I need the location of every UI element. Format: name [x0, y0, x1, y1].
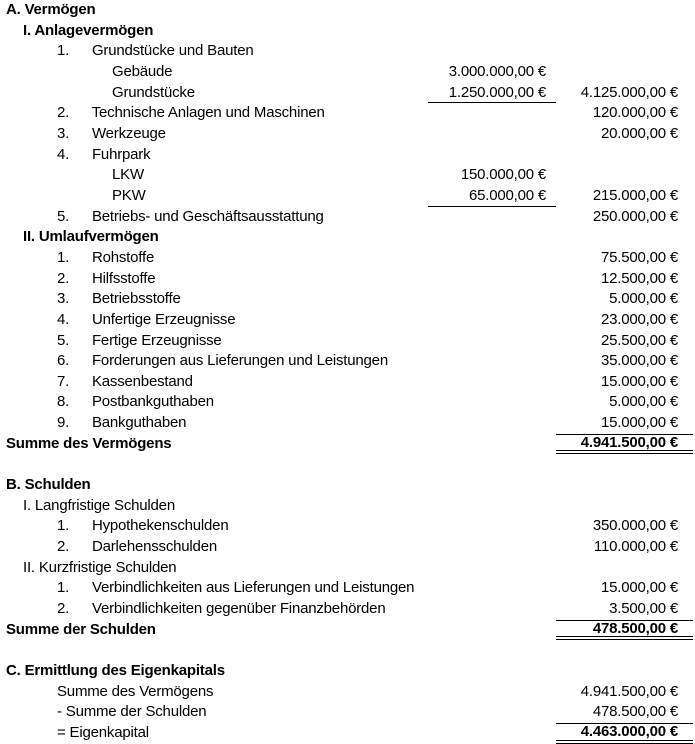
table-row	[0, 702, 695, 723]
row-amount-column1	[428, 682, 556, 703]
table-row	[0, 248, 695, 269]
row-label	[0, 351, 428, 372]
row-amount-column2: 75.500,00 €	[600, 248, 678, 266]
row-amount-column1	[428, 289, 556, 310]
table-row	[0, 578, 695, 599]
row-label	[0, 516, 428, 537]
row-number: 1.	[57, 579, 70, 597]
row-number: 6.	[57, 352, 70, 370]
row-label	[0, 0, 428, 21]
row-label	[0, 599, 428, 620]
row-amount-column1: 1.250.000,00 €	[428, 83, 556, 104]
row-label	[0, 145, 428, 166]
row-label	[0, 372, 428, 393]
table-row	[0, 331, 695, 352]
table-row	[0, 289, 695, 310]
table-row	[0, 516, 695, 537]
row-label-text: Verbindlichkeiten aus Lieferungen und Leistungen	[91, 579, 415, 597]
row-label	[0, 124, 428, 145]
row-amount-column2: 5.000,00 €	[609, 393, 678, 411]
row-amount-column1	[428, 0, 556, 21]
row-number: 4.	[57, 145, 70, 163]
table-row	[0, 83, 695, 104]
row-amount-column1	[428, 41, 556, 62]
row-number: 1.	[57, 517, 70, 535]
table-row	[0, 496, 695, 517]
row-label	[0, 454, 428, 475]
row-label	[0, 103, 428, 124]
table-row	[0, 723, 695, 744]
row-number: 1.	[57, 42, 70, 60]
row-amount-column2: 4.463.000,00 €	[556, 723, 693, 744]
row-amount-column2: 15.000,00 €	[600, 372, 678, 390]
row-label	[0, 62, 428, 83]
row-amount-column1	[428, 454, 556, 475]
row-amount-column2	[556, 496, 693, 517]
row-label	[0, 537, 428, 558]
row-label	[0, 434, 428, 455]
row-label	[0, 640, 428, 661]
row-amount-column1: 65.000,00 €	[428, 186, 556, 207]
table-row	[0, 145, 695, 166]
row-amount-column1	[428, 599, 556, 620]
row-label-text: Betriebsstoffe	[91, 290, 181, 308]
row-label-text: LKW	[112, 166, 144, 184]
table-row	[0, 620, 695, 641]
row-label-text: Verbindlichkeiten gegenüber Finanzbehörden	[91, 600, 386, 618]
row-amount-column2	[556, 454, 693, 475]
row-number: 7.	[57, 372, 70, 390]
table-row	[0, 392, 695, 413]
row-number: 9.	[57, 414, 70, 432]
row-amount-column1	[428, 702, 556, 723]
row-number: 2.	[57, 600, 70, 618]
row-amount-column2: 12.500,00 €	[600, 269, 678, 287]
row-amount-column2	[556, 640, 693, 661]
row-label-text: B. Schulden	[6, 476, 91, 494]
row-amount-column2: 120.000,00 €	[592, 104, 678, 122]
row-amount-column2: 4.941.500,00 €	[556, 434, 693, 455]
row-amount-column1	[428, 248, 556, 269]
row-label	[0, 702, 428, 723]
row-amount-column1	[428, 537, 556, 558]
table-row	[0, 413, 695, 434]
row-amount-column2: 15.000,00 €	[600, 579, 678, 597]
row-label	[0, 269, 428, 290]
row-amount-column1	[428, 124, 556, 145]
row-amount-column2: 478.500,00 €	[592, 703, 678, 721]
table-row	[0, 0, 695, 21]
row-label	[0, 248, 428, 269]
row-label-text: Rohstoffe	[91, 248, 155, 266]
table-row	[0, 41, 695, 62]
row-amount-column1	[428, 516, 556, 537]
row-number: 5.	[57, 207, 70, 225]
row-amount-column1	[428, 723, 556, 744]
row-amount-column1	[428, 103, 556, 124]
table-row	[0, 269, 695, 290]
row-amount-column2	[556, 661, 693, 682]
row-amount-column2: 15.000,00 €	[600, 414, 678, 432]
row-amount-column2	[556, 165, 693, 186]
row-amount-column2: 4.125.000,00 €	[580, 83, 678, 101]
row-label-text: II. Umlaufvermögen	[23, 228, 159, 246]
table-row	[0, 682, 695, 703]
row-label	[0, 41, 428, 62]
table-row	[0, 661, 695, 682]
row-amount-column2: 350.000,00 €	[592, 517, 678, 535]
row-amount-column1	[428, 269, 556, 290]
row-label-text: Werkzeuge	[91, 124, 166, 142]
row-label	[0, 207, 428, 228]
row-amount-column2	[556, 21, 693, 42]
row-label	[0, 578, 428, 599]
row-label-text: Unfertige Erzeugnisse	[91, 310, 236, 328]
row-label	[0, 186, 428, 207]
row-label-text: Summe des Vermögens	[57, 682, 214, 700]
row-amount-column1	[428, 227, 556, 248]
row-label	[0, 661, 428, 682]
row-number: 2.	[57, 104, 70, 122]
row-label	[0, 413, 428, 434]
table-row	[0, 434, 695, 455]
row-label	[0, 21, 428, 42]
row-amount-column2: 35.000,00 €	[600, 352, 678, 370]
table-row	[0, 103, 695, 124]
row-label-text: Summe des Vermögens	[6, 434, 172, 452]
row-amount-column2: 23.000,00 €	[600, 310, 678, 328]
row-amount-column1	[428, 21, 556, 42]
row-amount-column2: 478.500,00 €	[556, 620, 693, 641]
row-number: 4.	[57, 310, 70, 328]
table-row	[0, 62, 695, 83]
row-label-text: A. Vermögen	[6, 1, 96, 18]
row-number: 5.	[57, 331, 70, 349]
row-label	[0, 165, 428, 186]
row-label-text: Grundstücke	[112, 83, 195, 101]
row-amount-column2: 4.941.500,00 €	[580, 682, 678, 700]
row-label-text: Fertige Erzeugnisse	[91, 331, 222, 349]
row-label	[0, 289, 428, 310]
row-label-text: Betriebs- und Geschäftsausstattung	[91, 207, 324, 225]
row-amount-column1	[428, 475, 556, 496]
spacer-row	[0, 454, 695, 475]
table-row	[0, 310, 695, 331]
row-amount-column2	[556, 62, 693, 83]
table-row	[0, 537, 695, 558]
row-label-text: C. Ermittlung des Eigenkapitals	[6, 662, 225, 679]
table-row	[0, 207, 695, 228]
row-label	[0, 310, 428, 331]
row-amount-column2	[556, 0, 693, 21]
table-row	[0, 227, 695, 248]
row-amount-column1	[428, 661, 556, 682]
row-amount-column2: 20.000,00 €	[600, 124, 678, 142]
row-label	[0, 227, 428, 248]
row-amount-column1: 3.000.000,00 €	[448, 62, 546, 80]
row-label	[0, 682, 428, 703]
row-amount-column2	[556, 41, 693, 62]
spacer-row	[0, 640, 695, 661]
row-amount-column2	[556, 558, 693, 579]
row-label-text: Postbankguthaben	[91, 393, 214, 411]
row-amount-column1	[428, 310, 556, 331]
row-amount-column2: 110.000,00 €	[593, 538, 678, 556]
row-number: 2.	[57, 269, 70, 287]
row-label	[0, 620, 428, 641]
row-amount-column2: 215.000,00 €	[592, 186, 678, 204]
row-amount-column1: 150.000,00 €	[460, 166, 546, 184]
row-amount-column1	[428, 372, 556, 393]
row-label-text: Gebäude	[112, 62, 173, 80]
row-amount-column1	[428, 496, 556, 517]
row-amount-column1	[428, 351, 556, 372]
row-label-text: Darlehensschulden	[91, 538, 217, 556]
row-label-text: I. Anlagevermögen	[23, 21, 154, 39]
row-amount-column1	[428, 434, 556, 455]
row-label-text: Hypothekenschulden	[91, 517, 229, 535]
row-amount-column2: 25.500,00 €	[600, 331, 678, 349]
row-amount-column2	[556, 475, 693, 496]
row-number: 8.	[57, 393, 70, 411]
row-amount-column1	[428, 413, 556, 434]
table-row	[0, 21, 695, 42]
row-amount-column1	[428, 620, 556, 641]
row-label-text: Technische Anlagen und Maschinen	[91, 104, 325, 122]
row-amount-column2	[556, 227, 693, 248]
row-label-text: = Eigenkapital	[57, 723, 149, 741]
row-amount-column1	[428, 145, 556, 166]
row-label	[0, 331, 428, 352]
table-row	[0, 372, 695, 393]
row-amount-column1	[428, 640, 556, 661]
table-row	[0, 351, 695, 372]
row-label	[0, 475, 428, 496]
row-amount-column1	[428, 558, 556, 579]
row-label-text: Forderungen aus Lieferungen und Leistungen	[91, 352, 388, 370]
row-amount-column1	[428, 578, 556, 599]
table-row	[0, 558, 695, 579]
row-amount-column2: 5.000,00 €	[609, 290, 678, 308]
row-label	[0, 496, 428, 517]
row-label-text: Bankguthaben	[91, 414, 187, 432]
row-amount-column2: 3.500,00 €	[609, 600, 678, 618]
row-label-text: Fuhrpark	[91, 145, 151, 163]
row-label	[0, 83, 428, 104]
table-row	[0, 124, 695, 145]
row-amount-column2: 250.000,00 €	[592, 207, 678, 225]
row-amount-column1	[428, 207, 556, 228]
row-number: 2.	[57, 538, 70, 556]
row-label	[0, 392, 428, 413]
row-label-text: PKW	[112, 186, 146, 204]
row-label-text: Hilfsstoffe	[91, 269, 156, 287]
table-row	[0, 599, 695, 620]
row-label-text: - Summe der Schulden	[57, 703, 207, 721]
row-label-text: Grundstücke und Bauten	[91, 42, 254, 60]
row-label-text: II. Kurzfristige Schulden	[23, 558, 177, 576]
table-row	[0, 186, 695, 207]
row-amount-column2	[556, 145, 693, 166]
row-number: 1.	[57, 248, 70, 266]
row-label	[0, 558, 428, 579]
table-row	[0, 475, 695, 496]
row-label-text: Kassenbestand	[91, 372, 193, 390]
row-amount-column1	[428, 392, 556, 413]
row-label-text: I. Langfristige Schulden	[23, 496, 175, 514]
row-number: 3.	[57, 124, 70, 142]
row-number: 3.	[57, 290, 70, 308]
row-label-text: Summe der Schulden	[6, 620, 156, 638]
table-row	[0, 165, 695, 186]
row-label	[0, 723, 428, 744]
row-amount-column1	[428, 331, 556, 352]
